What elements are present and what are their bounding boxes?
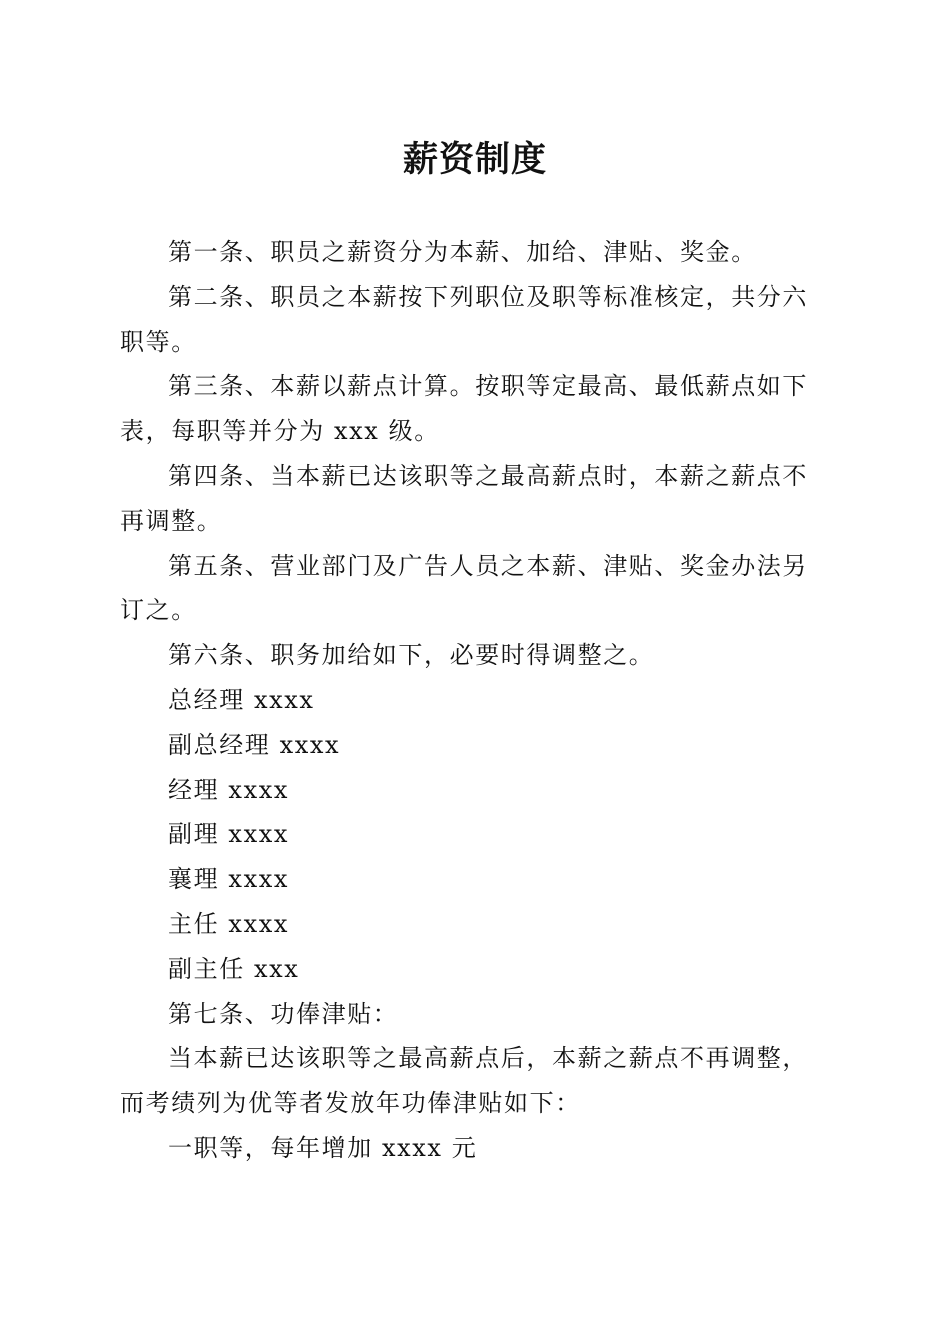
document-title: 薪资制度 [402, 139, 547, 180]
article-7-heading: 第七条、功俸津贴： [168, 999, 399, 1028]
article-3: 第三条、本薪以薪点计算。按职等定最高、最低薪点如下表，每职等并分为 xxx 级。 [120, 372, 808, 446]
allowance-general-manager: 总经理 xxxx [168, 685, 315, 714]
allowance-supervisor: 主任 xxxx [168, 909, 289, 938]
article-1: 第一条、职员之薪资分为本薪、加给、津贴、奖金。 [168, 238, 757, 266]
allowance-assistant-manager: 襄理 xxxx [168, 865, 289, 894]
document-body [120, 230, 830, 1171]
allowance-manager: 经理 xxxx [168, 775, 289, 804]
article-4: 第四条、当本薪已达该职等之最高薪点时，本薪之薪点不再调整。 [120, 461, 808, 535]
article-5: 第五条、营业部门及广告人员之本薪、津贴、奖金办法另订之。 [120, 551, 808, 625]
article-7-text: 当本薪已达该职等之最高薪点后，本薪之薪点不再调整，而考绩列为优等者发放年功俸津贴如下： [120, 1044, 808, 1118]
article-6: 第六条、职务加给如下，必要时得调整之。 [168, 641, 655, 670]
allowance-deputy-general-manager: 副总经理 xxxx [168, 730, 341, 759]
allowance-deputy-supervisor: 副主任 xxx [168, 954, 300, 983]
article-7-first-grade: 一职等，每年增加 xxxx 元 [168, 1133, 478, 1162]
article-2: 第二条、职员之本薪按下列职位及职等标准核定，共分六职等。 [120, 282, 808, 356]
allowance-deputy-manager: 副理 xxxx [168, 820, 289, 849]
